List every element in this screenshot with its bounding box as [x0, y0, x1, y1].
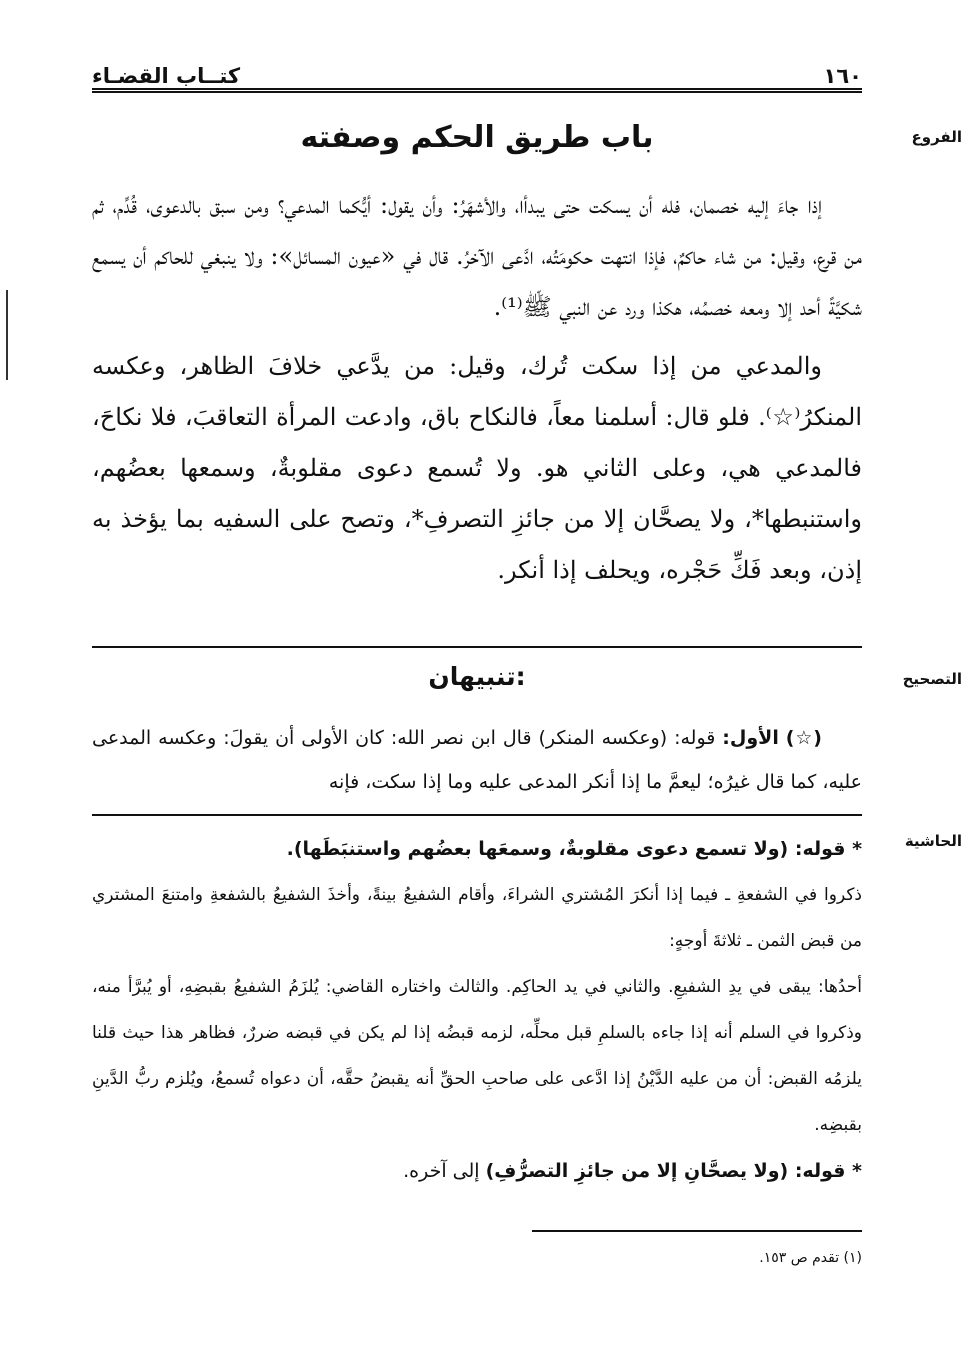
footnote: (١) تقدم ص ١٥٣. — [759, 1250, 862, 1266]
book-title: كتــاب القضـاء — [92, 64, 241, 88]
hashiya-text — [92, 826, 862, 1194]
section-divider — [92, 646, 862, 648]
running-header — [92, 52, 862, 88]
tashih-paragraph — [92, 716, 862, 804]
tashih-title: تنبيهان: — [428, 662, 526, 691]
hashiya-entry-heading — [92, 1148, 862, 1194]
star-marker: (☆) — [785, 727, 822, 749]
chapter-title: باب طريق الحكم وصفته — [300, 120, 654, 155]
main-text — [92, 180, 862, 596]
binding-edge-mark — [6, 290, 8, 380]
main-paragraph: والمدعي من إذا سكت تُرك، وقيل: من يدَّعي خلافَ الظاهر، وعكسه المنكرُ⁽☆⁾. فلو قال: أسلمنا معاً، فالنكاح باق، وادعت المرأة التعاقبَ، فلا نكاحَ، فالمدعي هي، وعلى الثاني هو. ولا تُسمع دعوى مقلوبةٌ، وسمعها بعضُهم، واستنبطها*، ولا يصحَّان إلا من جائزِ التصرفِ*، وتصح على السفيه بما يؤخذ به إذن، وبعد فَكِّ حَجْره، ويحلف إذا أنكر. — [92, 352, 862, 584]
page-number: ١٦٠ — [823, 64, 862, 88]
hashiya-entry-heading: * قوله: (ولا تسمع دعوى مقلوبةٌ، وسمعَها بعضُهم واستنبَطَها). — [286, 838, 862, 860]
tashih-lead: الأول: — [722, 727, 779, 749]
margin-label-tashih: التصحيح — [902, 670, 962, 688]
hashiya-paragraph: ذكروا في الشفعةِ ـ فيما إذا أنكرَ المُشتري الشراءَ، وأقام الشفيعُ بينةً، وأخذَ الشفيعُ بالشفعةِ وامتنعَ المشتري من قبض الثمن ـ ثلاثةَ أوجهٍ: — [92, 885, 862, 951]
tashih-body: قوله: (وعكسه المنكر) قال ابن نصر الله: كان الأولى أن يقولَ: وعكسه المدعى عليه، كما قال غيرُه؛ ليعمَّ ما إذا أنكر المدعى عليه وما إذا سكت، فإنه — [92, 727, 862, 793]
margin-label-furu: الفروع — [911, 128, 962, 146]
tashih-text — [92, 716, 862, 804]
section-divider — [92, 814, 862, 816]
main-paragraph: إذا جاءَ إليه خصمان، فله أن يسكت حتى يبدأا، والأشهَرُ: وأن يقول: أيُّكما المدعي؟ ومن سبق بالدعوى، قُدِّم، ثم من قرع، وقيل: من شاء حاكمٌ، فإذا انتهت حكومَتُه، ادَّعى الآخرُ. قال في «عيون المسائل»: ولا ينبغي للحاكم أن يسمع شكيَّةً أحد إلا ومعه خصمُه، هكذا ورد عن النبي ﷺ⁽¹⁾. — [92, 191, 862, 321]
header-rule — [92, 88, 862, 93]
hashiya-entry2-head: * قوله: (ولا يصحَّانِ إلا من جائزِ التصرُّفِ) — [485, 1160, 862, 1182]
hashiya-entry2-tail: إلى آخره. — [403, 1160, 480, 1182]
footnote-rule — [532, 1230, 862, 1232]
margin-label-hashiya: الحاشية — [904, 832, 962, 850]
hashiya-paragraph: أحدُها: يبقى في يدِ الشفيعِ. والثاني في يد الحاكِم. والثالث واختاره القاضي: يُلزَمُ الشفيعُ بقبضِهِ، أو يُبرَّأ منه، وذكروا في السلم أنه إذا جاءه بالسلمِ قبل محلِّه، لزمه قبضُه إذا لم يكن في قبضه ضررٌ، فظاهر هذا حيث قلنا يلزمُه القبض: أن من عليه الدَّيْنُ إذا ادَّعى على صاحبِ الحقِّ أنه يقبضُ حقَّه، أن دعواه تُسمعُ، ويُلزم ربُّ الدَّينِ بقبضِه. — [92, 977, 862, 1135]
